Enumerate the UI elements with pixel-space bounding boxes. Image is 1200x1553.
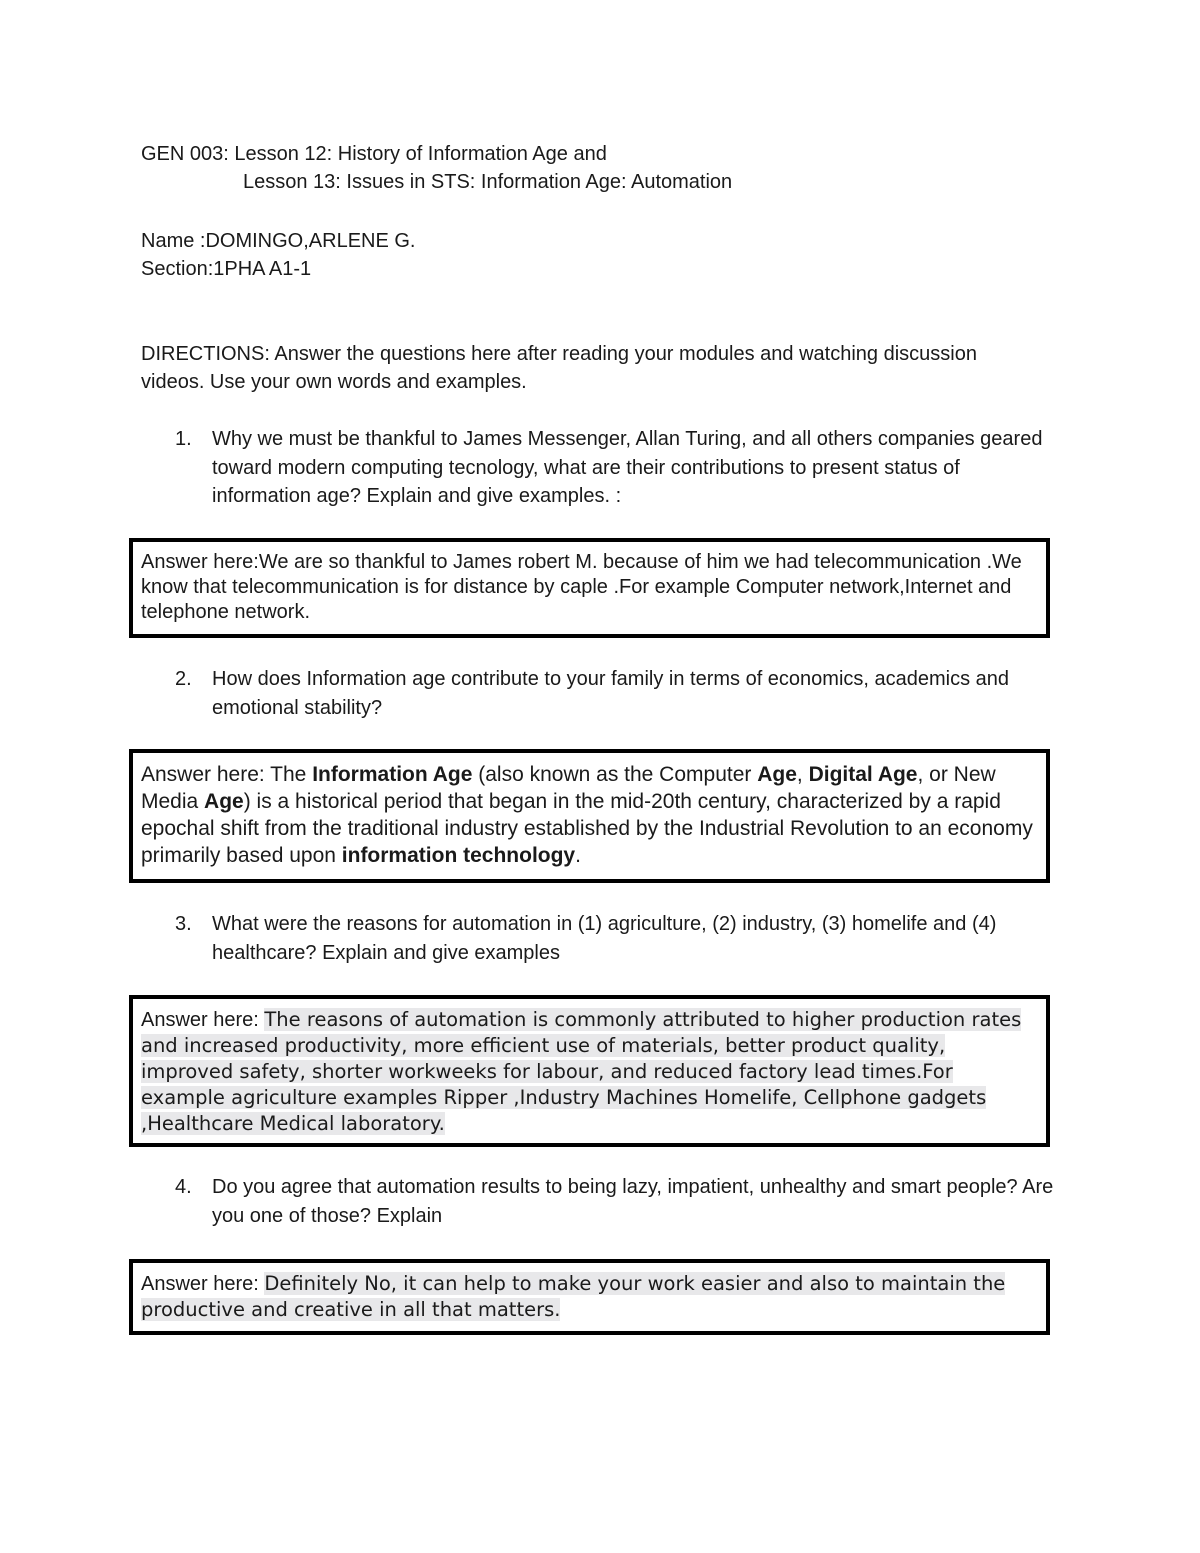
answer-bold-segment: Age [757, 763, 797, 786]
lesson-title-line-2: Lesson 13: Issues in STS: Information Age: Automation [243, 171, 733, 193]
answer-box-3 [129, 995, 1050, 1147]
question-text: Do you agree that automation results to being lazy, impatient, unhealthy and smart people? Are you one of those? Explain [212, 1176, 1054, 1227]
answer-text [141, 1007, 1038, 1137]
answer-box-4 [129, 1259, 1050, 1335]
answer-segment: , [796, 763, 809, 786]
question-number: 2. [175, 668, 192, 690]
answer-text: Answer here:We are so thankful to James robert M. because of him we had telecommunication .We know that telecommunication is for distance by caple .For example Computer network,Internet and telephone network. [141, 551, 1022, 623]
student-name: Name :DOMINGO,ARLENE G. [141, 230, 416, 252]
answer-bold-segment: information technology [341, 844, 576, 867]
answer-bold-segment: Digital Age [808, 763, 918, 786]
answer-body: The reasons of automation is commonly attributed to higher production rates and increased productivity, more efficient use of materials, better product quality, improved safety, shorter workweeks for labour, and reduced factory lead times.For example agriculture examples Ripper ,Industry Machines Homelife, Cellphone gadgets ,Healthcare Medical laboratory. [141, 1008, 1022, 1135]
answer-body: Definitely No, it can help to make your work easier and also to maintain the productive and creative in all that matters. [141, 1272, 1006, 1321]
answer-label: Answer here: [141, 1009, 265, 1031]
lesson-title-line-1: GEN 003: Lesson 12: History of Information Age and [141, 143, 607, 165]
question-number: 4. [175, 1176, 192, 1198]
answer-label: Answer here: [141, 1273, 265, 1295]
question-number: 1. [175, 428, 192, 450]
question-text: How does Information age contribute to your family in terms of economics, academics and emotional stability? [212, 668, 1010, 719]
answer-text [141, 761, 1038, 869]
student-section: Section:1PHA A1-1 [141, 258, 312, 280]
question-text: Why we must be thankful to James Messenger, Allan Turing, and all others companies geared toward modern computing tecnology, what are their contributions to present status of information age? Explain and give examples. : [212, 428, 1043, 507]
answer-segment: , or New Media [141, 763, 996, 813]
question-1 [175, 425, 1055, 511]
answer-bold-segment: Information Age [312, 763, 473, 786]
question-4 [175, 1173, 1055, 1230]
answer-segment: Answer here: The [141, 763, 313, 786]
answer-bold-segment: Age [204, 790, 244, 813]
directions-line-1: DIRECTIONS: Answer the questions here after reading your modules and watching discussion [141, 343, 977, 365]
answer-segment: . [575, 844, 581, 867]
answer-text [141, 1271, 1038, 1323]
answer-box-1 [129, 538, 1050, 638]
question-number: 3. [175, 913, 192, 935]
answer-box-2 [129, 749, 1050, 883]
answer-segment: (also known as the Computer [472, 763, 758, 786]
question-2 [175, 665, 1055, 722]
answer-segment: ) is a historical period that began in the mid-20th century, characterized by a rapid epochal shift from the traditional industry established by the Industrial Revolution to an economy primarily based upon [141, 790, 1033, 867]
directions-line-2: videos. Use your own words and examples. [141, 371, 527, 393]
question-text: What were the reasons for automation in (1) agriculture, (2) industry, (3) homelife and (4) healthcare? Explain and give examples [212, 913, 997, 964]
question-3 [175, 910, 1055, 967]
